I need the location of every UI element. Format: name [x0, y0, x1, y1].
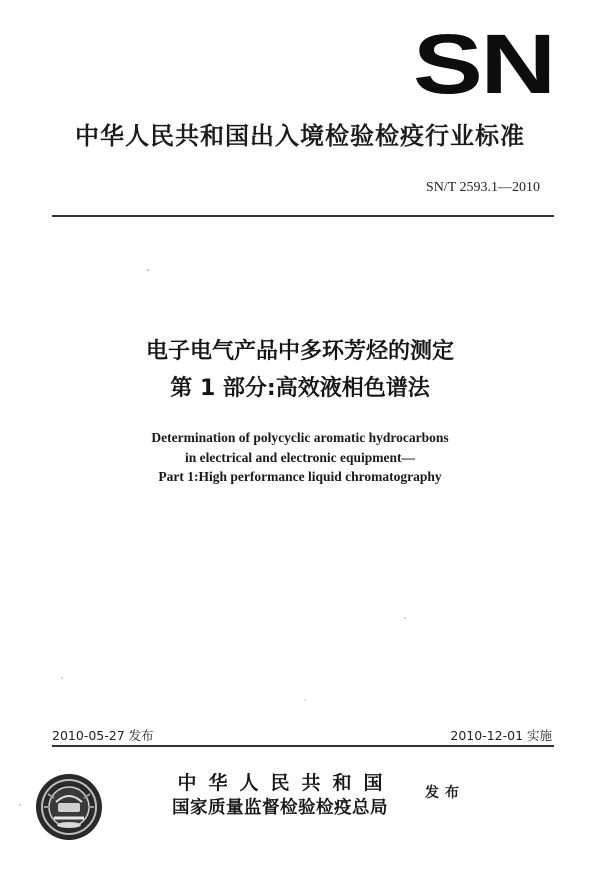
- sn-logo: SN: [413, 17, 554, 111]
- issuer-block: [0, 771, 600, 820]
- issuer-line-1: 中华人民共和国: [177, 772, 395, 794]
- issuing-authority-heading: 中华人民共和国出入境检验检疫行业标准: [75, 122, 525, 150]
- english-title-line-3: Part 1:High performance liquid chromatography: [158, 469, 442, 484]
- chinese-title: [0, 333, 600, 407]
- chinese-title-line-2: 第 1 部分:高效液相色谱法: [170, 376, 430, 401]
- publish-label: 发布: [425, 785, 465, 801]
- english-title-line-1: Determination of polycyclic aromatic hydrocarbons: [151, 430, 449, 445]
- standard-number: SN/T 2593.1—2010: [425, 180, 540, 195]
- issuer-line-2: 国家质量监督检验检疫总局: [172, 798, 388, 818]
- chinese-title-line-1: 电子电气产品中多环芳烃的测定: [145, 339, 454, 364]
- english-title-line-2: in electrical and electronic equipment—: [185, 449, 415, 465]
- english-title: [0, 428, 600, 487]
- footer-divider: [52, 745, 554, 747]
- header-divider: [52, 215, 554, 217]
- issue-date: 2010-05-27 发布: [52, 728, 154, 743]
- implementation-date: 2010-12-01 实施: [450, 728, 552, 743]
